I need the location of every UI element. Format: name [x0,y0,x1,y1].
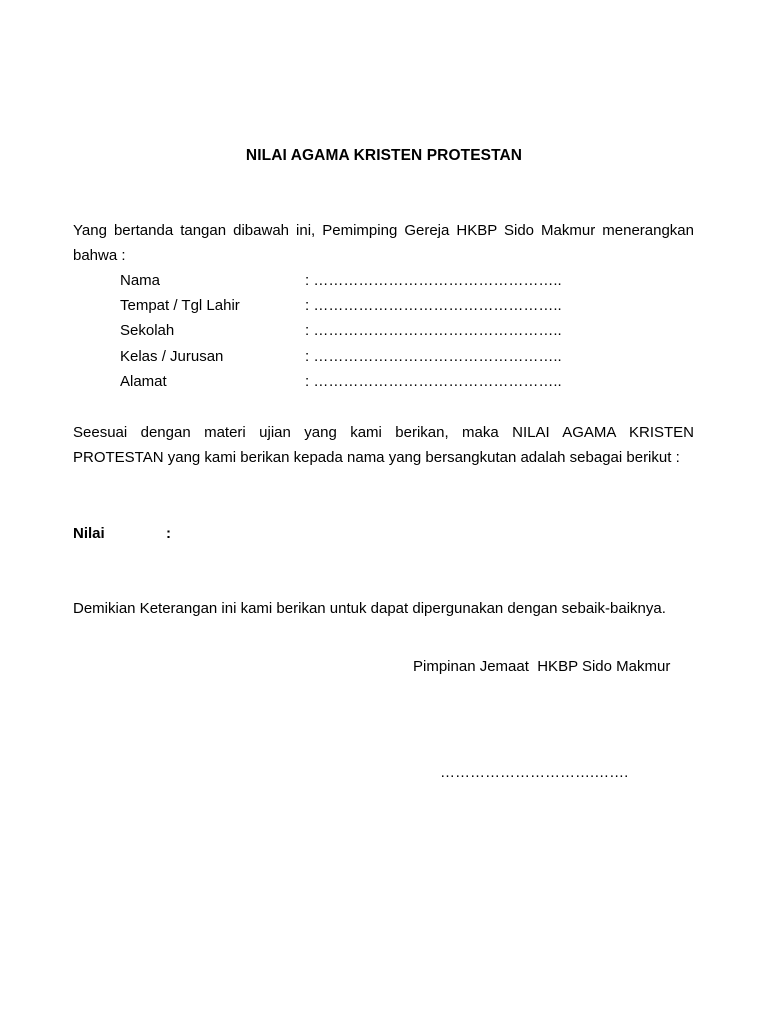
field-label: Kelas / Jurusan [120,347,224,365]
field-value: : ………………………………………….. [305,272,562,289]
intro-paragraph: Yang bertanda tangan dibawah ini, Pemimping Gereja HKBP Sido Makmur menerangkan bahwa : [73,222,694,264]
signature-placeholder: ………………………….……. [440,764,629,781]
body-paragraph: Seesuai dengan materi ujian yang kami berikan, maka NILAI AGAMA KRISTEN PROTESTAN yang kami berikan kepada nama yang bersangkutan adalah sebagai berikut : [73,424,694,466]
field-label: Tempat / Tgl Lahir [120,297,240,315]
field-label: Sekolah [120,322,175,340]
field-label: Alamat [120,372,167,390]
score-label: Nilai [73,525,105,542]
score-line [73,521,171,546]
field-value: : ………………………………………….. [305,372,562,390]
signer-title: Pimpinan Jemaat HKBP Sido Makmur [413,658,671,675]
closing-statement: Demikian Keterangan ini kami berikan untuk dapat dipergunakan dengan sebaik-baiknya. [73,600,666,617]
field-value: : ………………………………………….. [305,322,562,340]
field-label: Nama [120,272,161,289]
field-value: : ………………………………………….. [305,297,562,315]
score-separator: : [166,525,171,542]
field-value: : ………………………………………….. [305,347,562,365]
document-title: NILAI AGAMA KRISTEN PROTESTAN [245,147,523,164]
